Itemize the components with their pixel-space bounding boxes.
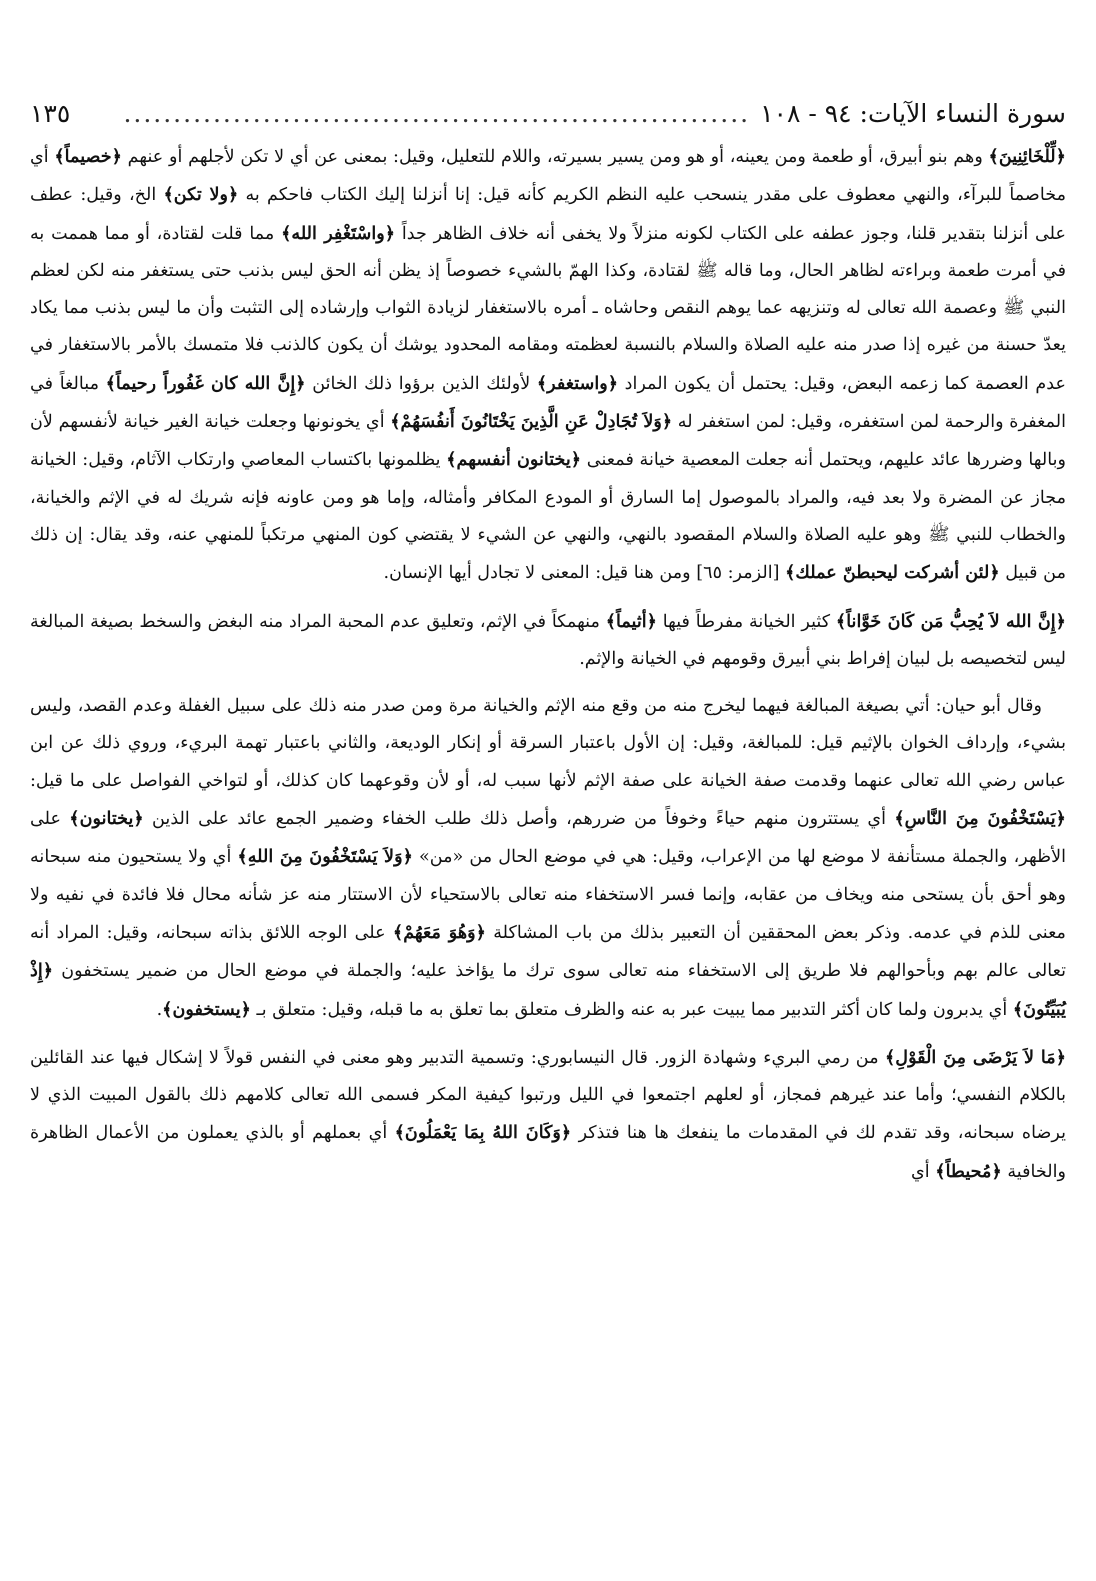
quran-quote: ﴿إِنَّ الله كان غَفُوراً رحيماً﴾ bbox=[105, 372, 306, 394]
commentary-text: أي يدبرون ولما كان أكثر التدبير مما يبيت عبر به عنه والظرف متعلق بما تعلق به ما قبله، وقيل: متعلق بـ bbox=[250, 999, 1013, 1020]
commentary-text: [الزمر: ٦٥] ومن هنا قيل: المعنى لا تجادل أيها الإنسان. bbox=[383, 563, 786, 584]
header-title-row bbox=[70, 99, 1066, 128]
commentary-text: أي يخونونها وجعلت خيانة الغير خيانة لأنفسهم لأن وبالها وضررها عائد عليهم، ويحتمل أنه جعلت المعصية خيانة فمعنى bbox=[30, 412, 1067, 471]
commentary-text: أي مخاصماً للبرآء، والنهي معطوف على مقدر ينسحب عليه النظم الكريم كأنه قيل: إنا أنزلنا إليك الكتاب فاحكم به bbox=[30, 147, 1067, 206]
page-body bbox=[30, 138, 1066, 1191]
commentary-text: يظلمونها باكتساب المعاصي وارتكاب الآثام، وقيل: الخيانة مجاز عن المضرة ولا بعد فيه، والمراد بالموصول إما السارق أو المودع المكافر وأمثاله، وإما هو ومن عاونه فإنه شريك له في الإثم والخيانة، والخطاب للنبي ﷺ وهو عليه الصلاة والسلام المقصود بالنهي، والنهي عن الشيء لا يقتضي كون المنهي مرتكباً للمنهي عنه، وقد يقال: إن ذلك من قبيل bbox=[30, 450, 1066, 584]
page-number: ١٣٥ bbox=[30, 99, 71, 128]
quran-quote: ﴿إِذْ يُبَيِّتُونَ﴾ bbox=[30, 960, 1066, 1020]
quran-quote: ﴿وَلاَ يَسْتَخْفُونَ مِنَ اللهِ﴾ bbox=[237, 846, 413, 868]
commentary-text: أي ولا يستحيون منه سبحانه وهو أحق بأن يستحى منه ويخاف من عقابه، وإنما فسر الاستخفاء منه تعالى بالاستحياء لأن الاستتار منه عز شأنه محال فلا فائدة في نفيه ولا معنى للذم في عدمه. وذكر بعض المحققين أن التعبير بذلك من باب المشاكلة bbox=[30, 847, 1066, 943]
running-header bbox=[30, 94, 1066, 128]
quran-quote: ﴿واسْتَغْفِر الله﴾ bbox=[281, 222, 396, 244]
quran-quote: ﴿يَسْتَخْفُونَ مِنَ النَّاسِ﴾ bbox=[894, 808, 1066, 830]
commentary-text: أي بعملهم أو بالذي يعملون من الأعمال الظاهرة والخافية bbox=[30, 1123, 1066, 1182]
quran-quote: ﴿ولا تكن﴾ bbox=[163, 184, 239, 206]
surah-title: سورة النساء الآيات: ٩٤ - ١٠٨ bbox=[760, 99, 1066, 128]
quran-quote: ﴿وَكَانَ اللهُ بِمَا يَعْمَلُونَ﴾ bbox=[394, 1122, 572, 1144]
quran-quote: ﴿إِنَّ الله لاَ يُحِبُّ مَن كَانَ خَوَّاناً﴾ bbox=[835, 610, 1066, 632]
quran-quote: ﴿واستغفر﴾ bbox=[536, 372, 619, 394]
commentary-text: الخ، وقيل: عطف على أنزلنا بتقدير قلنا، وجوز عطفه على الكتاب لكونه منزلاً ولا يخفى أنه خلاف الظاهر جداً bbox=[30, 185, 1067, 244]
quran-quote: ﴿لئن أشركت ليحبطنّ عملك﴾ bbox=[785, 562, 1000, 584]
leader-dots: ............................................................... bbox=[123, 99, 751, 128]
commentary-text: أي يستترون منهم حياءً وخوفاً من ضررهم، وأصل ذلك طلب الخفاء وضمير الجمع عائد على الذين bbox=[143, 809, 895, 830]
commentary-text: وهم بنو أبيرق، أو طعمة ومن يعينه، أو هو ومن يسير بسيرته، واللام للتعليل، وقيل: بمعنى عن أي لا تكن لأجلهم أو عنهم bbox=[121, 147, 989, 167]
commentary-text: من رمي البريء وشهادة الزور. قال النيسابوري: وتسمية التدبير وهو معنى في النفس قولاً لا إشكال فيها عند القائلين بالكلام النفسي؛ وأما عند غيرهم فمجاز، أو لعلهم اجتمعوا في الليل ورتبوا كيفية المكر فسمى الله تعالى كلامهم ذلك بالقول المبيت الذي لا يرضاه سبحانه، وقد تقدم لك في المقدمات ما ينفعك ها هنا فتذكر bbox=[30, 1047, 1067, 1144]
page bbox=[30, 0, 1066, 1581]
quran-quote: ﴿يختانون﴾ bbox=[69, 808, 144, 830]
commentary-text: مما قلت لقتادة، أو مما هممت به في أمرت طعمة وبراءته لظاهر الحال، وما قاله ﷺ لقتادة، وكذا الهمّ بالشيء خصوصاً إذ يظن أنه الحق ليس بذنب حتى يستغفر منه لكن لعظم النبي ﷺ وعصمة الله تعالى له وتنزيهه عما يوهم النقص وحاشاه ـ أمره بالاستغفار لزيادة الثواب وإرشاده إلى التثبت وأن ما ليس بذنب مما يكاد يعدّ حسنة من غيره إذا صدر منه عليه الصلاة والسلام بالنسبة لعظمته ومقامه المحدود يوشك أن يكون كالذنب فلا متمسك بالأمر بالاستغفار في عدم العصمة كما زعمه البعض، وقيل: يحتمل أن يكون المراد bbox=[30, 223, 1066, 394]
quran-quote: ﴿وَهُوَ مَعَهُمْ﴾ bbox=[392, 921, 486, 943]
paragraph-1 bbox=[30, 138, 1066, 593]
commentary-text: مبالغاً في المغفرة والرحمة لمن استغفره، وقيل: لمن استغفر له bbox=[30, 373, 1067, 433]
quran-quote: ﴿يختانون أنفسهم﴾ bbox=[446, 449, 582, 471]
quran-quote: ﴿يستخفون﴾ bbox=[162, 998, 251, 1020]
commentary-text: على الأظهر، والجملة مستأنفة لا موضع لها من الإعراب، وقيل: هي في موضع الحال من «من» bbox=[30, 809, 1066, 868]
paragraph-3 bbox=[30, 688, 1066, 1029]
commentary-text: أي bbox=[911, 1161, 936, 1182]
quran-quote: ﴿لِّلْخَائِنِينَ﴾ bbox=[988, 146, 1066, 167]
commentary-text: . bbox=[156, 999, 163, 1020]
commentary-text: لأولئك الذين برؤوا ذلك الخائن bbox=[305, 373, 537, 394]
quran-quote: ﴿وَلاَ تُجَادِلْ عَنِ الَّذِينَ يَخْتَانُونَ أَنفُسَهُمْ﴾ bbox=[390, 411, 673, 433]
paragraph-2 bbox=[30, 603, 1066, 679]
commentary-text: وقال أبو حيان: أتي بصيغة المبالغة فيهما ليخرج منه من وقع منه الإثم والخيانة مرة ومن صدر منه ذلك على سبيل الغفلة وعدم القصد، وليس بشيء، وإرداف الخوان بالإثيم قيل: للمبالغة، وقيل: إن الأول باعتبار السرقة أو إنكار الوديعة، والثاني باعتبار تهمة البريء، وروي ذلك عن ابن عباس رضي الله تعالى عنهما وقدمت صفة الخيانة على صفة الإثم لأنها سبب له، أو لأن وقوعهما كان كذلك، أو لتواخي الفواصل على ما قيل: bbox=[30, 696, 1066, 791]
quran-quote: ﴿مَا لاَ يَرْضَى مِنَ الْقَوْلِ﴾ bbox=[884, 1046, 1066, 1068]
commentary-text: كثير الخيانة مفرطاً فيها bbox=[656, 611, 836, 632]
quran-quote: ﴿خصيماً﴾ bbox=[54, 146, 122, 167]
paragraph-4 bbox=[30, 1039, 1066, 1191]
commentary-text: على الوجه اللائق بذاته سبحانه، وقيل: المراد أنه تعالى عالم بهم وبأحوالهم فلا طريق إلى الاستخفاء منه تعالى سوى ترك ما يؤاخذ عليه؛ والجملة في موضع الحال من ضمير يستخفون bbox=[30, 922, 1066, 982]
quran-quote: ﴿أثيماً﴾ bbox=[605, 610, 657, 632]
quran-quote: ﴿مُحيطاً﴾ bbox=[935, 1160, 1002, 1182]
commentary-text: منهمكاً في الإثم، وتعليق عدم المحبة المراد منه البغض والسخط بصيغة المبالغة ليس لتخصيصه بل لبيان إفراط بني أبيرق وقومهم في الخيانة والإثم. bbox=[30, 611, 1066, 669]
